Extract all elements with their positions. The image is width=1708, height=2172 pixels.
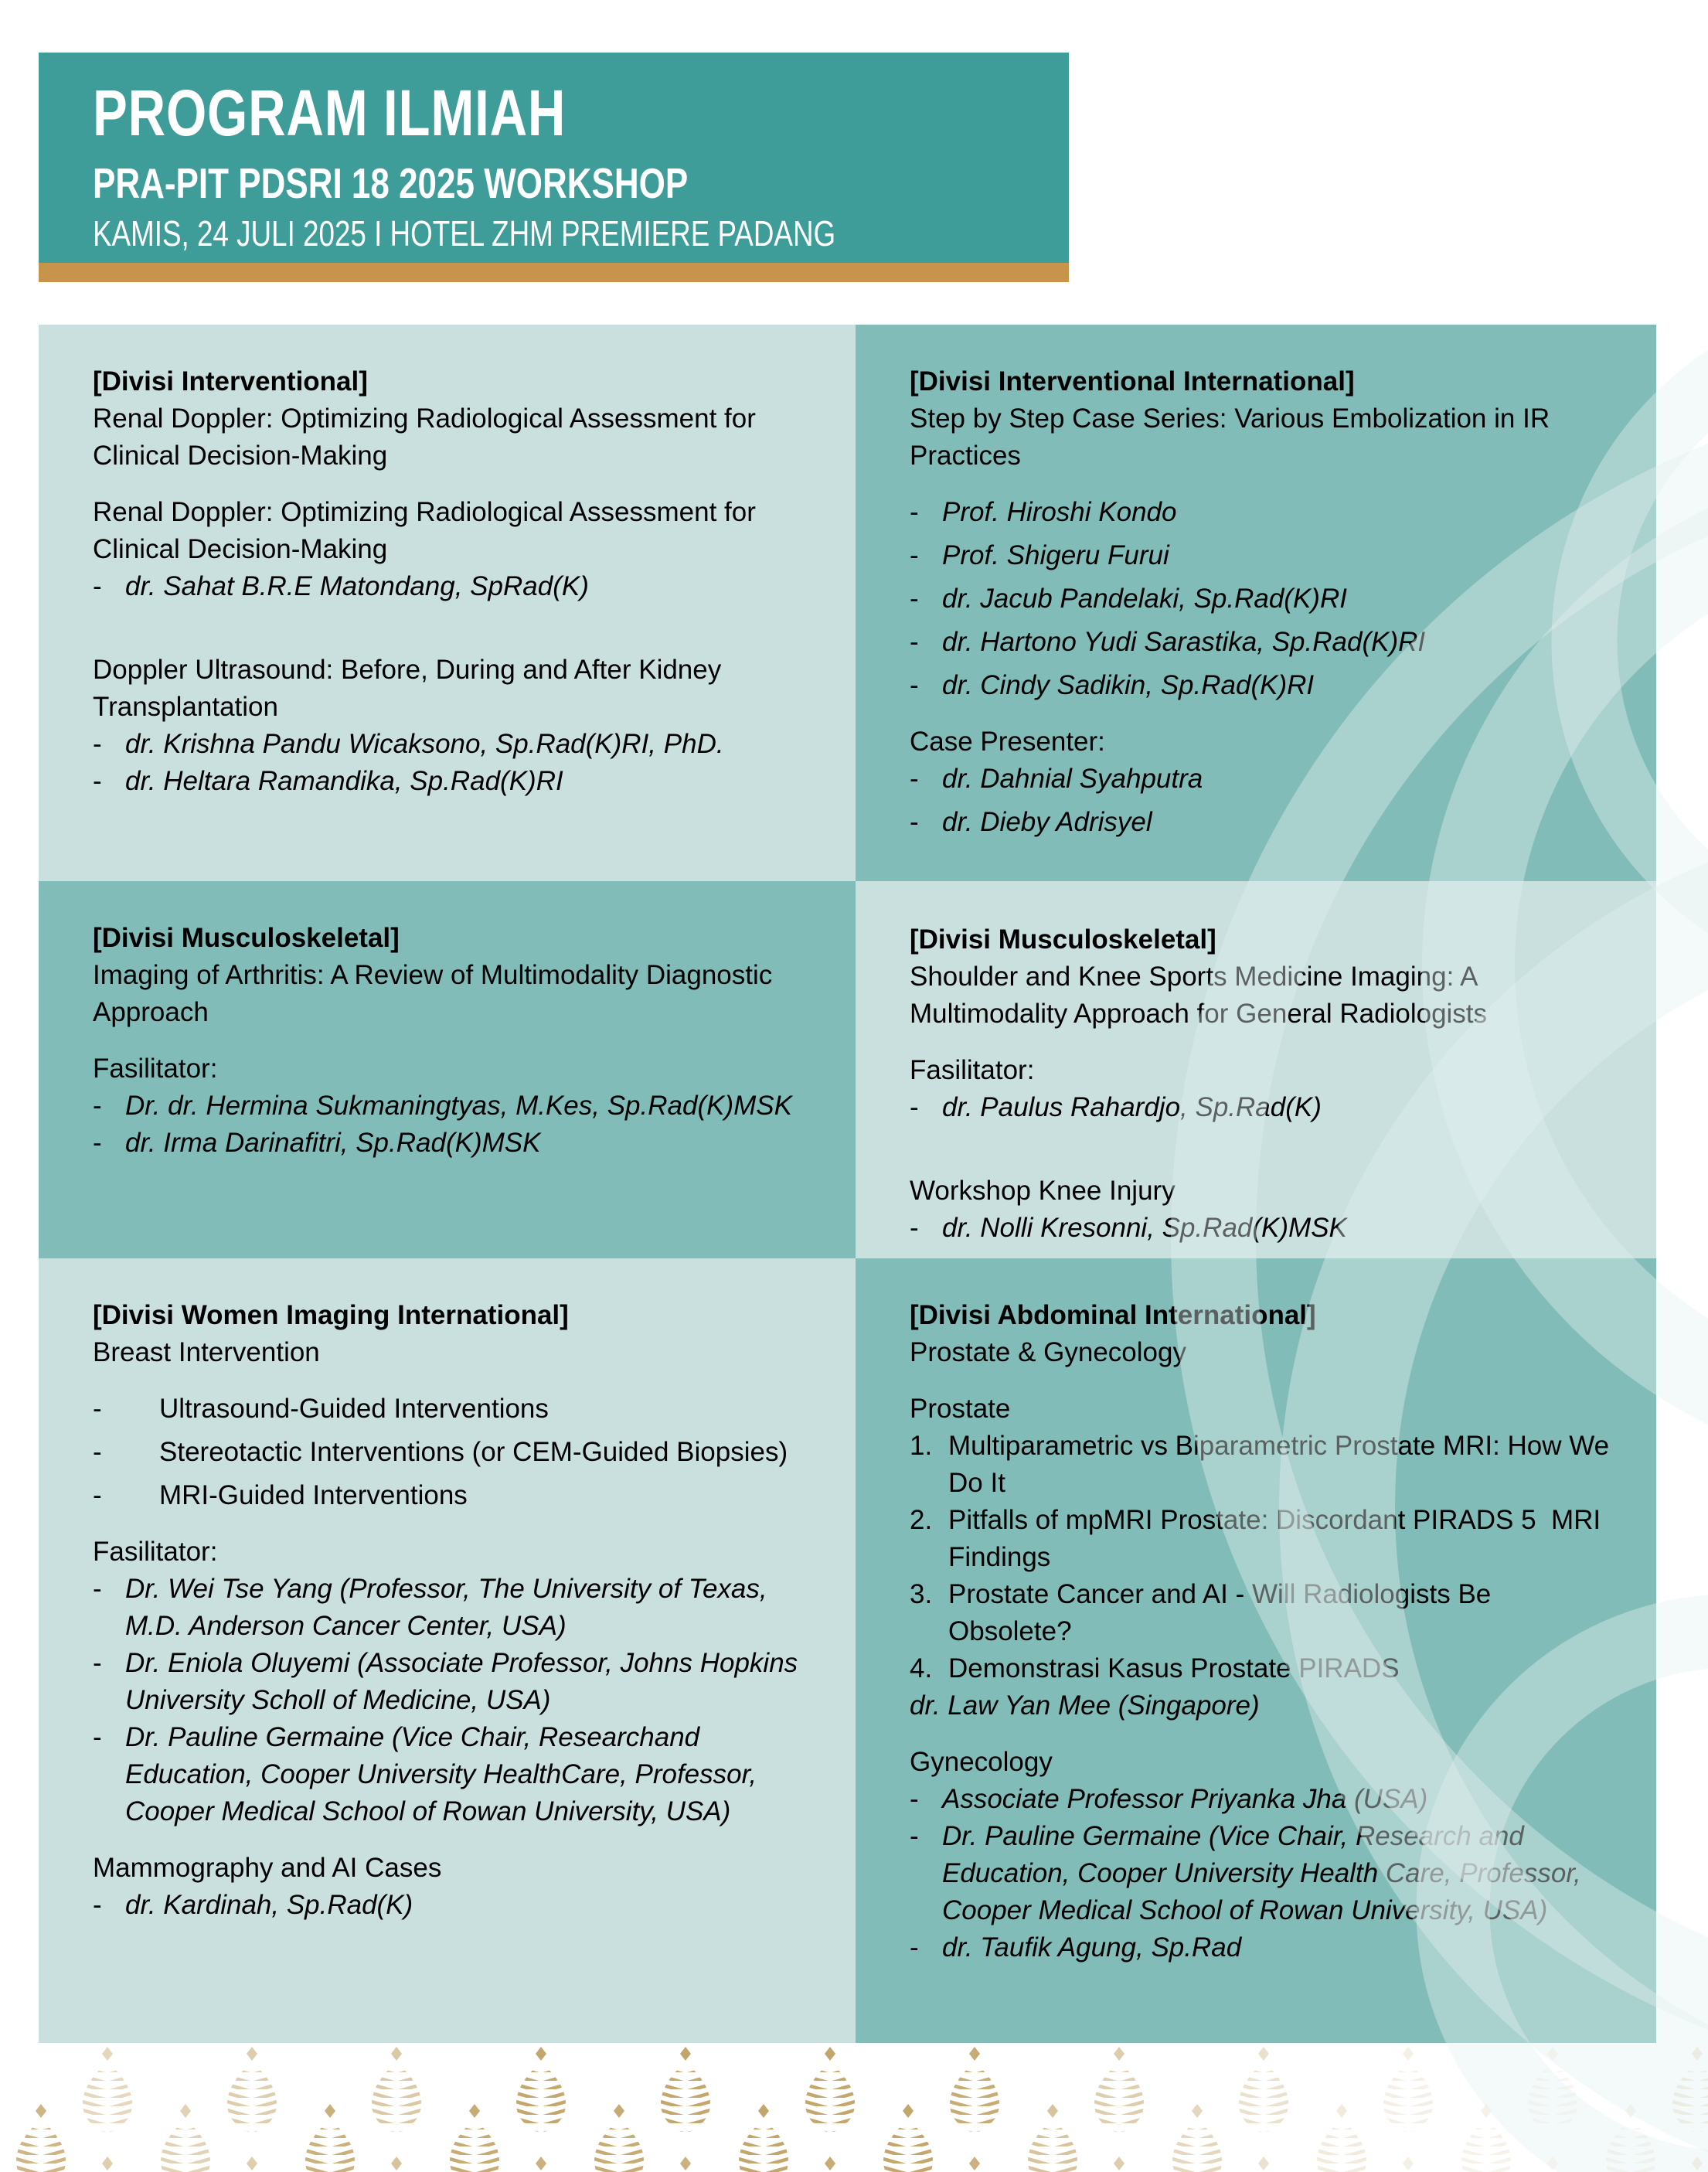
- cell-divisi-interventional: [39, 325, 856, 881]
- session-title: Prostate & Gynecology: [910, 1337, 1186, 1367]
- gold-divider: [39, 263, 1069, 282]
- speaker-name: dr. Cindy Sadikin, Sp.Rad(K)RI: [942, 670, 1315, 700]
- item-number: 3.: [910, 1579, 933, 1609]
- speaker-item: [910, 667, 1619, 704]
- bullet-dash: -: [910, 1784, 919, 1814]
- numbered-item: [910, 1502, 1619, 1576]
- bullet-dash: -: [93, 1648, 102, 1678]
- speaker-name: dr. Irma Darinafitri, Sp.Rad(K)MSK: [125, 1128, 541, 1158]
- speaker-item: [910, 580, 1619, 618]
- topic-list: [93, 1391, 818, 1514]
- item-text: Prostate Cancer and AI - Will Radiologists Be Obsolete?: [948, 1579, 1499, 1646]
- topic-item: [93, 1477, 818, 1514]
- section-label: Gynecology: [910, 1747, 1053, 1777]
- item-text: Demonstrasi Kasus Prostate PIRADS: [948, 1653, 1400, 1683]
- bullet-dash: -: [910, 670, 919, 700]
- speaker-name: dr. Heltara Ramandika, Sp.Rad(K)RI: [125, 766, 563, 796]
- header-banner: [39, 53, 1069, 263]
- topic-text: Stereotactic Interventions (or CEM-Guided Biopsies): [159, 1437, 788, 1467]
- topic-text: Ultrasound-Guided Interventions: [159, 1394, 549, 1424]
- bullet-dash: -: [93, 766, 102, 796]
- bullet-dash: -: [93, 1394, 102, 1424]
- bullet-dash: -: [93, 1890, 102, 1920]
- cell-divisi-abdominal-international: [856, 1258, 1656, 2043]
- division-heading: [Divisi Interventional International]: [910, 366, 1355, 397]
- speaker-item: [910, 624, 1619, 661]
- session-title: Shoulder and Knee Sports Medicine Imaging: A Multimodality Approach for General Radiologists: [910, 962, 1488, 1029]
- bullet-dash: -: [93, 571, 102, 601]
- speaker-item: [910, 761, 1619, 798]
- cell-divisi-musculoskeletal: [39, 881, 856, 1258]
- speaker-name: dr. Dahnial Syahputra: [942, 764, 1203, 794]
- division-heading: [Divisi Abdominal International]: [910, 1300, 1316, 1330]
- speaker-name: Prof. Shigeru Furui: [942, 540, 1169, 570]
- page-date-venue: KAMIS, 24 JULI 2025 I HOTEL ZHM PREMIERE PADANG: [93, 213, 836, 254]
- bullet-dash: -: [910, 764, 919, 794]
- division-heading: [Divisi Musculoskeletal]: [93, 923, 400, 953]
- topic-text: MRI-Guided Interventions: [159, 1480, 468, 1510]
- speaker-item: [93, 1887, 818, 1924]
- section-label: Prostate: [910, 1394, 1011, 1424]
- speaker-name: Dr. Pauline Germaine (Vice Chair, Research and Education, Cooper University Health Care, Professor, Cooper Medical School of Rowan University, USA): [942, 1821, 1581, 1925]
- page-title: PROGRAM ILMIAH: [93, 77, 566, 149]
- session-title: Renal Doppler: Optimizing Radiological Assessment for Clinical Decision-Making: [93, 403, 756, 471]
- numbered-item: [910, 1428, 1619, 1502]
- bullet-dash: -: [910, 540, 919, 570]
- session-title: Doppler Ultrasound: Before, During and After Kidney Transplantation: [93, 655, 722, 722]
- speaker-name: Prof. Hiroshi Kondo: [942, 497, 1177, 527]
- bullet-dash: -: [93, 729, 102, 759]
- speaker-item: [93, 726, 818, 763]
- session-title: Mammography and AI Cases: [93, 1853, 442, 1883]
- bullet-dash: -: [93, 1091, 102, 1121]
- speaker-item: [910, 804, 1619, 841]
- speaker-name: dr. Krishna Pandu Wicaksono, Sp.Rad(K)RI, PhD.: [125, 729, 724, 759]
- division-heading: [Divisi Women Imaging International]: [93, 1300, 569, 1330]
- item-number: 4.: [910, 1653, 933, 1683]
- speaker-item: [93, 1645, 818, 1719]
- bullet-dash: -: [910, 1213, 919, 1243]
- item-number: 2.: [910, 1505, 933, 1535]
- speaker-name: Associate Professor Priyanka Jha (USA): [942, 1784, 1428, 1814]
- bullet-dash: -: [910, 1821, 919, 1851]
- speaker-name: dr. Kardinah, Sp.Rad(K): [125, 1890, 413, 1920]
- leaf-ornament-row: [0, 2033, 1708, 2172]
- bullet-dash: -: [93, 1574, 102, 1604]
- session-title: Step by Step Case Series: Various Embolization in IR Practices: [910, 403, 1550, 471]
- session-title: Breast Intervention: [93, 1337, 320, 1367]
- cell-divisi-women-imaging-international: [39, 1258, 856, 2043]
- item-text: Multiparametric vs Biparametric Prostate MRI: How We Do It: [948, 1431, 1617, 1498]
- speaker-list: [910, 494, 1619, 704]
- bullet-dash: -: [93, 1128, 102, 1158]
- bullet-dash: -: [910, 1092, 919, 1122]
- speaker-name: dr. Taufik Agung, Sp.Rad: [942, 1932, 1242, 1963]
- facilitator-label: Fasilitator:: [910, 1055, 1035, 1085]
- case-presenter-label: Case Presenter:: [910, 727, 1105, 757]
- speaker-item: [93, 1719, 818, 1830]
- item-text: Pitfalls of mpMRI Prostate: Discordant PIRADS 5 MRI Findings: [948, 1505, 1608, 1572]
- bullet-dash: -: [910, 497, 919, 527]
- speaker-name: Dr. Wei Tse Yang (Professor, The University of Texas, M.D. Anderson Cancer Center, USA): [125, 1574, 767, 1641]
- numbered-item: [910, 1576, 1619, 1650]
- bullet-dash: -: [910, 627, 919, 657]
- cell-divisi-interventional-international: [856, 325, 1656, 881]
- speaker-item: [93, 1088, 818, 1125]
- facilitator-label: Fasilitator:: [93, 1537, 218, 1567]
- bullet-dash: -: [910, 807, 919, 837]
- facilitator-label: Fasilitator:: [93, 1054, 218, 1084]
- bullet-dash: -: [93, 1480, 102, 1510]
- speaker-item: [910, 1781, 1619, 1818]
- speaker-item: [910, 1818, 1619, 1929]
- topic-item: [93, 1434, 818, 1471]
- session-title: Renal Doppler: Optimizing Radiological Assessment for Clinical Decision-Making: [93, 497, 756, 564]
- division-heading: [Divisi Interventional]: [93, 366, 368, 397]
- bullet-dash: -: [93, 1437, 102, 1467]
- speaker-item: [93, 763, 818, 800]
- speaker-name: dr. Dieby Adrisyel: [942, 807, 1152, 837]
- speaker-name: dr. Law Yan Mee (Singapore): [910, 1690, 1260, 1721]
- speaker-name: dr. Sahat B.R.E Matondang, SpRad(K): [125, 571, 589, 601]
- bullet-dash: -: [910, 584, 919, 614]
- speaker-item: [93, 1125, 818, 1162]
- bullet-dash: -: [910, 1932, 919, 1963]
- cell-divisi-musculoskeletal-international: [856, 881, 1656, 1258]
- speaker-name: dr. Nolli Kresonni, Sp.Rad(K)MSK: [942, 1213, 1347, 1243]
- session-title: Workshop Knee Injury: [910, 1176, 1176, 1206]
- session-title: Imaging of Arthritis: A Review of Multimodality Diagnostic Approach: [93, 960, 773, 1027]
- speaker-item: [910, 537, 1619, 574]
- page-subtitle: PRA-PIT PDSRI 18 2025 WORKSHOP: [93, 159, 689, 207]
- speaker-name: Dr. dr. Hermina Sukmaningtyas, M.Kes, Sp.Rad(K)MSK: [125, 1091, 792, 1121]
- division-heading: [Divisi Musculoskeletal]: [910, 924, 1216, 955]
- speaker-item: [93, 1571, 818, 1645]
- speaker-item: [910, 1929, 1619, 1966]
- speaker-item: [910, 1089, 1619, 1126]
- speaker-name: dr. Hartono Yudi Sarastika, Sp.Rad(K)RI: [942, 627, 1426, 657]
- speaker-name: Dr. Pauline Germaine (Vice Chair, Researchand Education, Cooper University HealthCare, Professor, Cooper Medical School of Rowan University, USA): [125, 1722, 757, 1826]
- speaker-name: dr. Jacub Pandelaki, Sp.Rad(K)RI: [942, 584, 1347, 614]
- speaker-item: [910, 494, 1619, 531]
- numbered-item: [910, 1650, 1619, 1687]
- speaker-item: [910, 1210, 1619, 1247]
- bullet-dash: -: [93, 1722, 102, 1752]
- speaker-name: Dr. Eniola Oluyemi (Associate Professor, Johns Hopkins University Scholl of Medicine, USA): [125, 1648, 798, 1715]
- speaker-name: dr. Paulus Rahardjo, Sp.Rad(K): [942, 1092, 1322, 1122]
- topic-item: [93, 1391, 818, 1428]
- speaker-item: [93, 568, 818, 605]
- item-number: 1.: [910, 1431, 933, 1461]
